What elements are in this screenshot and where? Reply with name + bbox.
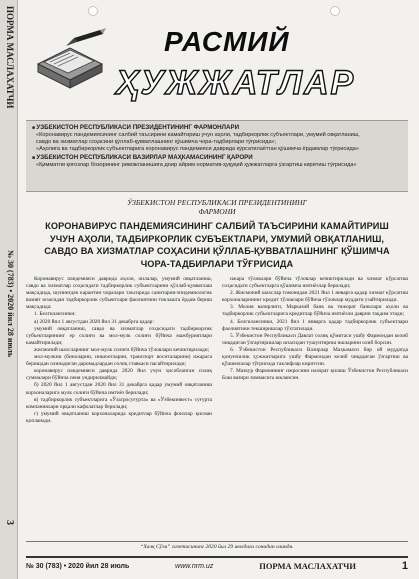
paragraph: мол-мулкни (биноларни, иншоотларни, транспорт воситаларини) ижарага беришдан олинадиган даромадлардан солиқ ставкаси пасайтирилади; [26,354,212,368]
paragraph: 4. Белгилансинки, 2021 йил 1 январга қадар тадбиркорлик субъектлари фаолиятини текширишлар тўхтатилади. [222,318,408,332]
paragraph: 6. Ўзбекистон Республикаси Вазирлар Маҳкамаси бир ой муддатда қонунчилик ҳужжатларига ушбу Фармондан келиб чиқадиган ўзгартиш ва қўшимчалар тўғрисида таклифлар киритсин. [222,346,408,368]
paragraph: 5. Ўзбекистон Республикаси Давлат солиқ қўмитаси ушбу Фармондан келиб чиқадиган ўзгартиришлар юзасидан тушунтириш ишларини олиб борсин. [222,332,408,346]
paragraph: Коронавирус пандемияси даврида аҳоли, оилалар, умумий овқатланиш, савдо ва хизматлар соҳасидаги тадбиркорлик субъектларини қўллаб-қувватлаш мақсадида, шунингдек карантин чоралари таъсирида санитария-эпидемиологик вазият юзасидан тадбиркорлик субъектлари фаолиятини тиклашга ёрдам бериш мақсадида: [26,276,212,311]
paragraph: в) тадбиркорлик субъектларига «Ўзагросуғурта» ва «Ўзбекинвест» суғурта компаниялари орқали кафолатлар берилади; [26,396,212,410]
headline-line: ЧОРА-ТАДБИРЛАРИ ТЎҒРИСИДА [140,258,294,269]
contents-box [26,120,408,192]
contents-heading: ■ ЎЗБЕКИСТОН РЕСПУБЛИКАСИ ПРЕЗИДЕНТИНИНГ ФАРМОНЛАРИ [32,124,402,132]
article-body [26,276,408,538]
paragraph: а) 2020 йил 1 августдан 2020 йил 31 декабрга қадар: [34,318,154,325]
section-title-line1: РАСМИЙ [164,26,290,57]
decree-headline [26,220,408,270]
paragraph: 7. Мазкур Фармоннинг ижросини назорат қилиш Ўзбекистон Республикаси Бош вазири зиммасига юклансин. [222,368,408,382]
body-column-right [222,276,408,538]
headline-line: КОРОНАВИРУС ПАНДЕМИЯСИНИНГ САЛБИЙ ТАЪСИРИНИ КАМАЙТИРИШ [45,221,389,231]
decree-type-line: ФАРМОНИ [198,207,236,216]
decree-type [26,198,408,216]
contents-line: «Коронавирус пандемиясининг салбий таъсирини камайтириш учун аҳоли, тадбиркорлик субъектлари, умумий овқатланиш, [36,132,360,138]
side-page-number: 3 [4,520,15,525]
paragraph: умумий овқатланиш, савдо ва хизматлар соҳасидаги тадбиркорлик субъектларининг ер солиғи ва мол-мулк солиғи бўйича мажбуриятлари камайтирилади; [26,325,212,346]
footer-page-number: 1 [401,560,408,572]
paragraph: 2. Жисмоний шахслар томонидан 2021 йил 1 январга қадар хизмат кўрсатиш корхоналарининг кредит тўловлари бўйича тўловлар муддати узайтирилади. [222,290,408,304]
paragraph: б) 2020 йил 1 августдан 2020 йил 31 декабрга қадар умумий овқатланиш корхоналарига мулк солиғи бўйича имтиёз берилади; [26,382,212,396]
footer-paper-name: ПОРМА МАСЛАХАТЧИ [259,561,356,571]
contents-line: «Қимматли қоғозлар бозорининг ривожланишига доир айрим норматив-ҳуқуқий ҳужжатларга ўзгартиш киритиш тўғрисида» [36,161,357,168]
contents-heading: ■ ЎЗБЕКИСТОН РЕСПУБЛИКАСИ ВАЗИРЛАР МАҲКАМАСИНИНГ ҚАРОРИ [32,154,402,162]
side-paper-name: ПОРМА МАСЛАХАТЧИ [5,6,15,109]
side-strip [0,0,18,579]
paragraph: 1. Белгилансинки: [34,311,76,318]
binder-hole [330,6,340,16]
paragraph: г) умумий овқатланиш корхоналарида кредитлар бўйича фоизлар қисман қопланади. [26,410,212,424]
section-title-line2: ҲУЖЖАТЛАР [116,64,356,102]
source-footnote: “Халқ Сўзи” газетасининг 2020 йил 29 июлдаги сонидан олинди. [26,541,408,550]
body-column-left [26,276,212,538]
footer-issue: № 30 (783) • 2020 йил 28 июль [26,562,130,570]
masthead [28,20,406,118]
binder-hole [88,6,98,16]
side-issue: № 30 (783) • 2020 йил 28 июль [6,250,15,358]
paragraph: 3. Молия вазирлиги, Марказий банк ва тижорат банклари аҳоли ва тадбиркорлик субъектларига кредитлар бўйича имтиёзли даврни тақдим этади; [222,304,408,318]
headline-line: УЧУН АҲОЛИ, ТАДБИРКОРЛИК СУБЪЕКТЛАРИ, УМУМИЙ ОВҚАТЛАНИШ, [49,233,385,244]
paragraph: коронавирус пандемияси даврида 2020 йил учун ҳисобланган солиқ суммалари бўйича пеня ундирилмайди; [26,368,212,382]
paragraph: ижара тўловлари бўйича тўловлар кечиктирилади ва хизмат кўрсатиш соҳасидаги субъектларга қўшимча имтиёзлар берилади; [222,276,408,290]
paragraph: жисмоний шахсларнинг мол-мулк солиғи бўйича тўловлари кечиктирилади; [34,346,210,353]
contents-line: савдо ва хизматлар соҳасини қўллаб-қувватлашнинг қўшимча чора-тадбирлари тўғрисида»; [36,139,277,146]
headline-line: САВДО ВА ХИЗМАТЛАР СОҲАСИНИ ҚЎЛЛАБ-ҚУВВАТЛАШНИНГ ҚЎШИМЧА [44,246,390,256]
footer-website-link[interactable]: www.nrm.uz [175,562,214,570]
contents-line: «Аҳолига ва тадбиркорлик субъектларига коронавирус пандемияси даврида кўрсатилаётган қўшимча ёрдамлар тўғрисида» [36,146,359,153]
page-footer [26,556,408,574]
decree-type-line: ЎЗБЕКИСТОН РЕСПУБЛИКАСИ ПРЕЗИДЕНТИНИНГ [127,198,307,207]
pen-document-emblem-icon [30,26,110,96]
